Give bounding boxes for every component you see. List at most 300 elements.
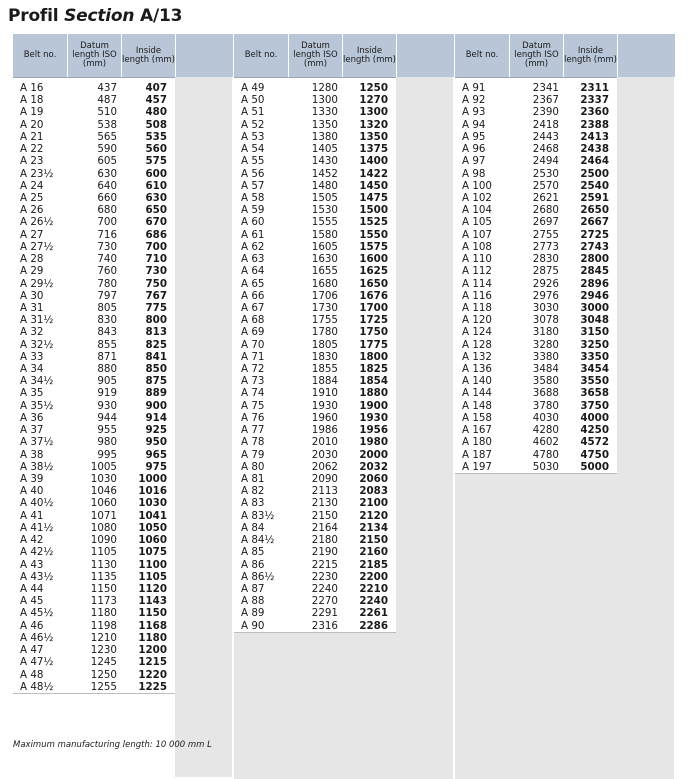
inside-length: 1450 (359, 179, 388, 192)
datum-length: 1005 (90, 460, 117, 473)
inside-length: 535 (145, 130, 167, 143)
inside-length: 2650 (580, 204, 609, 217)
datum-length: 630 (97, 167, 117, 180)
inside-length: 875 (145, 375, 167, 388)
belt-number: A 50 (241, 94, 265, 107)
belt-number: A 180 (462, 436, 492, 449)
table-row (455, 424, 617, 436)
belt-number: A 31 (20, 301, 44, 314)
datum-length: 1910 (311, 387, 338, 400)
belt-number: A 94 (462, 118, 486, 131)
table-row (455, 204, 617, 216)
table-row (455, 314, 617, 326)
datum-length: 4780 (532, 448, 559, 461)
table-row (13, 400, 175, 412)
belt-number: A 62 (241, 240, 265, 253)
datum-length: 437 (97, 82, 117, 94)
belt-number: A 75 (241, 399, 265, 412)
datum-length: 955 (97, 424, 117, 437)
inside-length: 2360 (580, 106, 609, 119)
inside-length: 560 (145, 143, 167, 156)
table-row (234, 265, 396, 277)
datum-length: 1071 (90, 509, 117, 522)
table-row (234, 449, 396, 461)
table-row (455, 106, 617, 118)
belt-number: A 67 (241, 301, 265, 314)
table-row (234, 412, 396, 424)
datum-length: 3030 (532, 301, 559, 314)
table-row (234, 595, 396, 607)
belt-number: A 197 (462, 460, 492, 473)
inside-length: 1930 (359, 411, 388, 424)
belt-number: A 45½ (20, 607, 54, 620)
datum-length: 1080 (90, 521, 117, 534)
datum-length: 1480 (311, 179, 338, 192)
inside-length: 914 (145, 411, 167, 424)
belt-number: A 187 (462, 448, 492, 461)
table-row (234, 204, 396, 216)
belt-number: A 52 (241, 118, 265, 131)
belt-number: A 63 (241, 253, 265, 266)
datum-length: 3580 (532, 375, 559, 388)
inside-length: 2000 (359, 448, 388, 461)
datum-length: 2697 (532, 216, 559, 229)
belt-number: A 71 (241, 350, 265, 363)
belt-number: A 18 (20, 94, 44, 107)
belt-number: A 116 (462, 289, 492, 302)
datum-length: 590 (97, 143, 117, 156)
datum-length: 2621 (532, 191, 559, 204)
belt-number: A 140 (462, 375, 492, 388)
table-row (13, 290, 175, 302)
header-belt: Belt no. (455, 34, 510, 77)
datum-length: 1105 (90, 546, 117, 559)
table-row (234, 180, 396, 192)
datum-length: 1452 (311, 167, 338, 180)
table-row (13, 278, 175, 290)
table-row (455, 436, 617, 448)
inside-length: 1250 (359, 82, 388, 94)
datum-length: 1780 (311, 326, 338, 339)
inside-length: 750 (145, 277, 167, 290)
inside-length: 575 (145, 155, 167, 168)
inside-length: 600 (145, 167, 167, 180)
inside-length: 1800 (359, 350, 388, 363)
datum-length: 1505 (311, 191, 338, 204)
datum-length: 1130 (90, 558, 117, 571)
table-row (234, 351, 396, 363)
table-row (455, 302, 617, 314)
inside-length: 1320 (359, 118, 388, 131)
page-title (8, 6, 182, 26)
inside-length: 4750 (580, 448, 609, 461)
inside-length: 3350 (580, 350, 609, 363)
belt-number: A 46 (20, 619, 44, 632)
grey-column (175, 77, 232, 777)
inside-length: 975 (145, 460, 167, 473)
datum-length: 2680 (532, 204, 559, 217)
inside-length: 1350 (359, 130, 388, 143)
header-datum: Datum length ISO (mm) (289, 34, 343, 77)
datum-length: 805 (97, 301, 117, 314)
belt-number: A 26 (20, 204, 44, 217)
belt-number: A 45 (20, 595, 44, 608)
table-row (234, 497, 396, 509)
footnote: Maximum manufacturing length: 10 000 mm L (13, 740, 212, 750)
datum-length: 1960 (311, 411, 338, 424)
inside-length: 1825 (359, 363, 388, 376)
datum-length: 1173 (90, 595, 117, 608)
belt-number: A 144 (462, 387, 492, 400)
datum-length: 2180 (311, 534, 338, 547)
inside-length: 2160 (359, 546, 388, 559)
inside-length: 1075 (138, 546, 167, 559)
datum-length: 2230 (311, 570, 338, 583)
belt-number: A 21 (20, 130, 44, 143)
datum-length: 3180 (532, 326, 559, 339)
inside-length: 1550 (359, 228, 388, 241)
datum-length: 1405 (311, 143, 338, 156)
belt-number: A 95 (462, 130, 486, 143)
belt-number: A 82 (241, 485, 265, 498)
inside-length: 1725 (359, 314, 388, 327)
table-row (13, 106, 175, 118)
inside-length: 2200 (359, 570, 388, 583)
datum-length: 1655 (311, 265, 338, 278)
belt-table-1 (13, 34, 233, 777)
table-row (13, 143, 175, 155)
table-row (455, 131, 617, 143)
table-row (13, 522, 175, 534)
table-row (234, 143, 396, 155)
belt-number: A 48½ (20, 680, 54, 693)
inside-length: 2083 (359, 485, 388, 498)
belt-number: A 54 (241, 143, 265, 156)
belt-number: A 35½ (20, 399, 54, 412)
datum-length: 2418 (532, 118, 559, 131)
belt-number: A 114 (462, 277, 492, 290)
belt-number: A 31½ (20, 314, 54, 327)
table-row (13, 351, 175, 363)
datum-length: 905 (97, 375, 117, 388)
datum-length: 2150 (311, 509, 338, 522)
datum-length: 1730 (311, 301, 338, 314)
header-blank (618, 34, 675, 77)
datum-length: 2113 (311, 485, 338, 498)
belt-number: A 37 (20, 424, 44, 437)
belt-number: A 38½ (20, 460, 54, 473)
datum-length: 3484 (532, 363, 559, 376)
table-row (455, 241, 617, 253)
inside-length: 1120 (138, 582, 167, 595)
table-row (13, 510, 175, 522)
inside-length: 2800 (580, 253, 609, 266)
datum-length: 2570 (532, 179, 559, 192)
datum-length: 660 (97, 191, 117, 204)
datum-length: 1605 (311, 240, 338, 253)
datum-length: 730 (97, 240, 117, 253)
inside-length: 889 (145, 387, 167, 400)
belt-number: A 74 (241, 387, 265, 400)
datum-length: 1805 (311, 338, 338, 351)
datum-length: 843 (97, 326, 117, 339)
datum-length: 2830 (532, 253, 559, 266)
inside-length: 650 (145, 204, 167, 217)
belt-number: A 20 (20, 118, 44, 131)
datum-length: 680 (97, 204, 117, 217)
inside-length: 767 (145, 289, 167, 302)
table-row (234, 229, 396, 241)
datum-length: 830 (97, 314, 117, 327)
datum-length: 1884 (311, 375, 338, 388)
table-row (13, 253, 175, 265)
table-row (13, 607, 175, 619)
inside-length: 2120 (359, 509, 388, 522)
belt-number: A 26½ (20, 216, 54, 229)
belt-number: A 30 (20, 289, 44, 302)
inside-length: 2464 (580, 155, 609, 168)
belt-number: A 46½ (20, 631, 54, 644)
datum-length: 980 (97, 436, 117, 449)
inside-length: 800 (145, 314, 167, 327)
datum-length: 700 (97, 216, 117, 229)
table-row (234, 290, 396, 302)
inside-length: 2896 (580, 277, 609, 290)
datum-length: 1030 (90, 473, 117, 485)
inside-length: 2725 (580, 228, 609, 241)
datum-length: 510 (97, 106, 117, 119)
inside-length: 3048 (580, 314, 609, 327)
header-inside: Inside length (mm) (122, 34, 176, 77)
belt-number: A 70 (241, 338, 265, 351)
table-row (13, 326, 175, 338)
datum-length: 2367 (532, 94, 559, 107)
table-row (455, 192, 617, 204)
belt-number: A 132 (462, 350, 492, 363)
table-row (455, 400, 617, 412)
belt-number: A 73 (241, 375, 265, 388)
inside-length: 813 (145, 326, 167, 339)
table-header (455, 34, 675, 77)
inside-length: 1215 (138, 656, 167, 669)
inside-length: 1475 (359, 191, 388, 204)
table-row (455, 461, 617, 473)
inside-length: 2845 (580, 265, 609, 278)
datum-length: 4280 (532, 424, 559, 437)
datum-length: 1630 (311, 253, 338, 266)
inside-length: 2060 (359, 473, 388, 485)
inside-length: 841 (145, 350, 167, 363)
belt-number: A 86½ (241, 570, 275, 583)
belt-number: A 42 (20, 534, 44, 547)
belt-number: A 57 (241, 179, 265, 192)
datum-length: 1245 (90, 656, 117, 669)
table-row (234, 168, 396, 180)
belt-number: A 34 (20, 363, 44, 376)
table-row (13, 681, 175, 693)
datum-length: 538 (97, 118, 117, 131)
belt-number: A 78 (241, 436, 265, 449)
table-row (13, 387, 175, 399)
datum-length: 2164 (311, 521, 338, 534)
inside-length: 965 (145, 448, 167, 461)
belt-number: A 77 (241, 424, 265, 437)
belt-number: A 110 (462, 253, 492, 266)
belt-number: A 91 (462, 82, 486, 94)
belt-number: A 167 (462, 424, 492, 437)
datum-length: 3380 (532, 350, 559, 363)
table-row (455, 94, 617, 106)
belt-number: A 100 (462, 179, 492, 192)
inside-length: 825 (145, 338, 167, 351)
datum-length: 4030 (532, 411, 559, 424)
inside-length: 1200 (138, 644, 167, 657)
belt-number: A 148 (462, 399, 492, 412)
inside-length: 1525 (359, 216, 388, 229)
table-row (455, 229, 617, 241)
datum-length: 1198 (90, 619, 117, 632)
inside-length: 1600 (359, 253, 388, 266)
inside-length: 1030 (138, 497, 167, 510)
table-row (234, 241, 396, 253)
belt-number: A 23½ (20, 167, 54, 180)
datum-length: 1280 (311, 82, 338, 94)
title-section: Section (64, 6, 135, 26)
table-row (13, 375, 175, 387)
belt-number: A 118 (462, 301, 492, 314)
datum-length: 2190 (311, 546, 338, 559)
datum-length: 1430 (311, 155, 338, 168)
table-row (13, 119, 175, 131)
belt-number: A 32 (20, 326, 44, 339)
table-row (234, 436, 396, 448)
datum-length: 1706 (311, 289, 338, 302)
table-row (13, 216, 175, 228)
datum-length: 1210 (90, 631, 117, 644)
inside-length: 2185 (359, 558, 388, 571)
inside-length: 1676 (359, 289, 388, 302)
inside-length: 3250 (580, 338, 609, 351)
inside-length: 925 (145, 424, 167, 437)
table-row (234, 387, 396, 399)
datum-length: 1855 (311, 363, 338, 376)
datum-length: 2316 (311, 619, 338, 632)
table-row (234, 94, 396, 106)
belt-number: A 59 (241, 204, 265, 217)
belt-number: A 112 (462, 265, 492, 278)
inside-length: 1400 (359, 155, 388, 168)
table-row (13, 302, 175, 314)
table-row (234, 339, 396, 351)
table-row (13, 192, 175, 204)
belt-number: A 66 (241, 289, 265, 302)
table-row (455, 290, 617, 302)
table-row (234, 620, 396, 632)
inside-length: 4572 (580, 436, 609, 449)
title-suffix: A/13 (134, 6, 183, 26)
table-row (234, 253, 396, 265)
table-row (13, 314, 175, 326)
table-header (234, 34, 454, 77)
belt-number: A 58 (241, 191, 265, 204)
inside-length: 700 (145, 240, 167, 253)
table-row (234, 571, 396, 583)
datum-length: 2773 (532, 240, 559, 253)
inside-length: 2438 (580, 143, 609, 156)
table-row (13, 241, 175, 253)
belt-number: A 56 (241, 167, 265, 180)
belt-number: A 47 (20, 644, 44, 657)
datum-length: 2494 (532, 155, 559, 168)
inside-length: 407 (145, 82, 167, 94)
datum-length: 871 (97, 350, 117, 363)
inside-length: 2946 (580, 289, 609, 302)
table-row (234, 314, 396, 326)
table-row (13, 559, 175, 571)
table-row (13, 546, 175, 558)
table-row (455, 168, 617, 180)
table-row (13, 473, 175, 485)
belt-number: A 84 (241, 521, 265, 534)
belt-number: A 41 (20, 509, 44, 522)
inside-length: 3000 (580, 301, 609, 314)
belt-number: A 29 (20, 265, 44, 278)
table-row (13, 94, 175, 106)
table-row (234, 192, 396, 204)
datum-length: 1986 (311, 424, 338, 437)
table-row (455, 363, 617, 375)
table-row (234, 510, 396, 522)
datum-length: 3780 (532, 399, 559, 412)
datum-length: 760 (97, 265, 117, 278)
inside-length: 2032 (359, 460, 388, 473)
table-row (13, 669, 175, 681)
datum-length: 2530 (532, 167, 559, 180)
inside-length: 2667 (580, 216, 609, 229)
belt-number: A 68 (241, 314, 265, 327)
inside-length: 1000 (138, 473, 167, 485)
datum-length: 1180 (90, 607, 117, 620)
datum-length: 565 (97, 130, 117, 143)
datum-length: 880 (97, 363, 117, 376)
inside-length: 2240 (359, 595, 388, 608)
inside-length: 2337 (580, 94, 609, 107)
datum-length: 1555 (311, 216, 338, 229)
datum-length: 2030 (311, 448, 338, 461)
belt-number: A 97 (462, 155, 486, 168)
datum-length: 3280 (532, 338, 559, 351)
header-inside: Inside length (mm) (343, 34, 397, 77)
table-row (13, 265, 175, 277)
table-row (13, 229, 175, 241)
belt-number: A 35 (20, 387, 44, 400)
inside-length: 2413 (580, 130, 609, 143)
datum-length: 1046 (90, 485, 117, 498)
table-row (13, 595, 175, 607)
table-row (234, 363, 396, 375)
table-row (13, 131, 175, 143)
inside-length: 1880 (359, 387, 388, 400)
datum-length: 1230 (90, 644, 117, 657)
belt-number: A 120 (462, 314, 492, 327)
inside-length: 508 (145, 118, 167, 131)
table-row (13, 632, 175, 644)
belt-number: A 51 (241, 106, 265, 119)
table-row (455, 387, 617, 399)
table-row (234, 375, 396, 387)
belt-number: A 84½ (241, 534, 275, 547)
inside-length: 1060 (138, 534, 167, 547)
